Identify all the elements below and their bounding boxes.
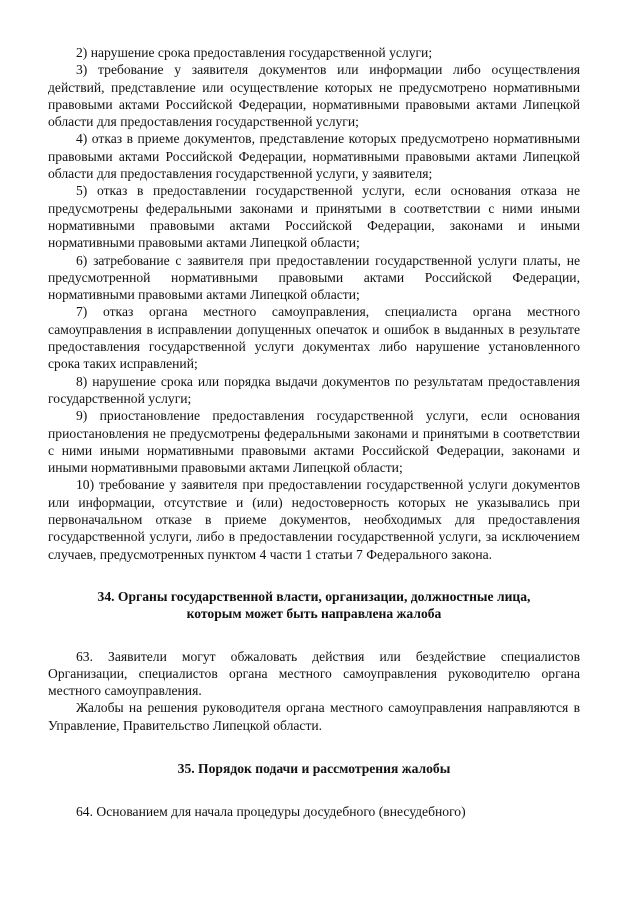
list-item: 2) нарушение срока предоставления государственной услуги;: [76, 45, 433, 60]
list-item: 3) требование у заявителя документов или информации либо осуществления действий, представление или осуществление которых не предусмотрено нормативными правовыми актами Российской Федерации, нормативными правовыми актами Липецкой области для предоставления государственной услуги;: [48, 62, 580, 130]
list-item: 4) отказ в приеме документов, представление которых предусмотрено нормативными правовыми актами Российской Федерации, нормативными правовыми актами Липецкой области для предоставления государственной услуги, у заявителя;: [48, 131, 580, 182]
section-heading-34: 34. Органы государственной власти, организации, должностные лица, которым может быть направлена жалоба: [97, 588, 531, 622]
list-item: 7) отказ органа местного самоуправления, специалиста органа местного самоуправления в исправлении допущенных опечаток и ошибок в выданных в результате предоставления государственной услуги документах либо нарушение установленного срока таких исправлений;: [48, 304, 580, 372]
complaint-grounds-list: [48, 44, 580, 563]
list-item: 5) отказ в предоставлении государственной услуги, если основания отказа не предусмотрены федеральными законами и принятыми в соответствии с ними иными нормативными правовыми актами Российской Федерации, законами и иными нормативными правовыми актами Липецкой области;: [48, 183, 580, 251]
list-item: 8) нарушение срока или порядка выдачи документов по результатам предоставления государственной услуги;: [48, 373, 580, 406]
list-item: 9) приостановление предоставления государственной услуги, если основания приостановления не предусмотрены федеральными законами и принятыми в соответствии с ними иными нормативными правовыми актами Российской Федерации, законами и иными нормативными правовыми актами Липецкой области;: [48, 408, 580, 476]
section-heading-35: 35. Порядок подачи и рассмотрения жалобы: [177, 760, 451, 776]
paragraph: 64. Основанием для начала процедуры досудебного (внесудебного): [76, 804, 466, 820]
paragraph: Жалобы на решения руководителя органа местного самоуправления направляются в Управление, Правительство Липецкой области.: [48, 700, 580, 733]
section-35-body: [48, 803, 580, 820]
list-item: 10) требование у заявителя при предоставлении государственной услуги документов или информации, отсутствие и (или) недостоверность которых не указывались при первоначальном отказе в приеме документов, необходимых для предоставления государственной услуги, либо в предоставлении государственной услуги, за исключением случаев, предусмотренных пунктом 4 части 1 статьи 7 Федерального закона.: [48, 477, 580, 562]
section-34-body: [48, 648, 580, 734]
list-item: 6) затребование с заявителя при предоставлении государственной услуги платы, не предусмотренной нормативными правовыми актами Российской Федерации, нормативными правовыми актами Липецкой области;: [48, 252, 580, 303]
paragraph: 63. Заявители могут обжаловать действия или бездействие специалистов Организации, специалистов органа местного самоуправления руководителю органа местного самоуправления.: [48, 648, 580, 699]
